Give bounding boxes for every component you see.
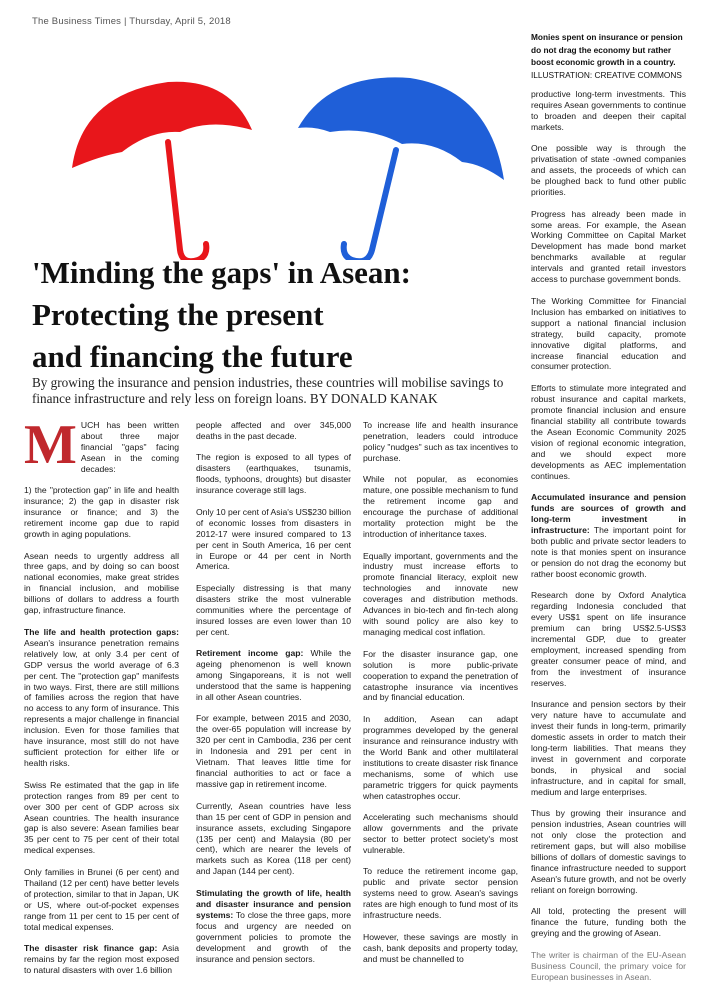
article-column-4 [531,89,686,993]
headline-line-2: Protecting the present [32,297,324,332]
paragraph: Accumulated insurance and pension funds are sources of growth and long-term investment in infrastructure: The important point for both public and private sector leaders to note is that monies spent on insurance or pension do not drag the economy but rather boost economic growth. [531,492,686,579]
paragraph: Accelerating such mechanisms should allow governments and the private sector to better protect society's most vulnerable. [363,812,518,855]
caption-credit: ILLUSTRATION: CREATIVE COMMONS [531,69,682,80]
headline [32,252,512,378]
subhead: Retirement income gap: [196,648,304,659]
photo-caption [531,31,691,81]
paragraph: While not popular, as economies mature, one possible mechanism to fund the retirement income gap and encourage the purchase of additional mortality protection might be the introduction of inheritance taxes. [363,474,518,540]
standfirst: By growing the insurance and pension industries, these countries will mobilise savings to finance infrastructure and rely less on foreign loans. BY DONALD KANAK [32,375,504,406]
article-column-3 [363,420,518,975]
red-umbrella-icon [72,82,252,260]
paragraph: Currently, Asean countries have less than 15 per cent of GDP in pension and insurance assets, excluding Singapore (135 per cent) and Malaysia (80 per cent), which are nearer the levels of markets such as Korea (118 per cent) and Japan (144 per cent). [196,800,351,877]
subhead: Accumulated insurance and pension funds are sources of growth and long-term investment in infrastructure: [531,492,686,535]
article-column-2 [196,420,351,975]
article-column-1 [24,414,179,986]
paragraph: All told, protecting the present will finance the future, funding both the greying and the growing of Asean. [531,906,686,939]
paragraph: Efforts to stimulate more integrated and robust insurance and capital markets, promote financial inclusion and ensure financial stability all contribute towards the Asean Economic Community 2025 vision of regional economic integration, and we should expect more developments as AEC implementation continues. [531,382,686,481]
paragraph: One possible way is through the privatisation of state -owned companies and assets, the proceeds of which can be ploughed back to fund other public priorities. [531,143,686,198]
headline-line-1: 'Minding the gaps' in Asean: [32,255,411,290]
paragraph: 1) the "protection gap" in life and health insurance; 2) the gap in disaster risk insurance or finance; and 3) the retirement income gap due to rapid growth in aging populations. [24,485,179,540]
paragraph: people affected and over 345,000 deaths in the past decade. [196,420,351,441]
paragraph: For the disaster insurance gap, one solution is more public-private cooperation to expand the penetration of catastrophe insurance via incentives and by financial education. [363,648,518,703]
paragraph: Only families in Brunei (6 per cent) and Thailand (12 per cent) have better levels of protection, similar to that in Japan, UK or US, where out-of-pocket expenses range from 11 per cent to 15 per cent of total medical expenses. [24,866,179,932]
paragraph: Retirement income gap: While the ageing phenomenon is well known among Singaporeans, it is not well understood that the same is happening in all other Asean countries. [196,648,351,703]
paragraph: The life and health protection gaps: Asean's insurance penetration remains relatively low, at only 3.4 per cent of GDP versus the world average of 6.3 per cent. The "protection gap" manifests in two ways. First, there are still millions of families across the region that have no access to any form of insurance. This represents a major challenge in financial inclusion. Even for those families that have insurance, most still do not have sufficient protection for either life or health risks. [24,626,179,769]
paragraph: Insurance and pension sectors by their very nature have to accumulate and invest their funds in long-term, primarily domestic assets in order to match their long-term liabilities. That means they invest in government and corporate bonds, in physical and social infrastructure, and in capital for small, medium and large enterprises. [531,699,686,797]
paragraph: The disaster risk finance gap: Asia remains by far the region most exposed to natural disasters with over 1.6 billion [24,943,179,975]
umbrella-illustration [30,60,520,260]
subhead: The disaster risk finance gap: [24,943,158,954]
blue-umbrella-icon [298,77,504,260]
paragraph: Progress has already been made in some areas. For example, the Asean Working Committee on Capital Market Development has made bond market benchmarks available at regular intervals and granted retail investors access to purchase government bonds. [531,208,686,285]
paragraph: MUCH has been written about three major financial "gaps" facing Asean in the coming decades: [24,414,179,476]
paragraph: Only 10 per cent of Asia's US$230 billion of economic losses from disasters in 2012-17 were insured compared to 13 per cent in South America, 16 per cent in Europe or 44 per cent in North America. [196,506,351,572]
paragraph: In addition, Asean can adapt programmes developed by the general insurance and reinsurance industry with the World Bank and other multilateral institutions to create disaster risk finance mechanisms, some of which use parametric triggers for quick payments when catastrophes occur. [363,713,518,801]
paragraph: To increase life and health insurance penetration, leaders could introduce policy "nudges" such as tax incentives to purchase. [363,420,518,463]
caption-text: Monies spent on insurance or pension do not drag the economy but rather boost economic growth in a country. [531,32,683,67]
paragraph: Asean needs to urgently address all three gaps, and by doing so can boost national economies, make great strides in financial inclusion, and mobilise billions of dollars to address a fourth gap, infrastructure finance. [24,550,179,616]
paragraph: Especially distressing is that many disasters strike the most vulnerable communities where the percentage of insured losses are even lower than 10 per cent. [196,582,351,637]
paragraph: However, these savings are mostly in cash, bank deposits and property today, and must be channelled to [363,931,518,964]
paragraph: Equally important, governments and the industry must increase efforts to promote financial literacy, exploit new technologies and innovate new coverages and distribution methods. Advances in bio-tech and fin-tech along with sound policy are also key to managing medical cost inflation. [363,550,518,638]
paragraph: Stimulating the growth of life, health and disaster insurance and pension systems: To close the three gaps, more focus and urgency are needed on government policies to promote the development and growth of the insurance and pension sectors. [196,887,351,964]
paragraph: Research done by Oxford Analytica regarding Indonesia concluded that every US$1 spent on life insurance premium can bring US$2.5-US$3 incremental GDP, due to greater employment, increased spending from greater consumer peace of mind, and from the investment of insurance reserves. [531,590,686,688]
paragraph: Swiss Re estimated that the gap in life protection ranges from 89 per cent to over 300 per cent of GDP across six Asean countries. The health insurance gap is also severe: Asean families bear 35 per cent to 75 per cent of their total medical expenses. [24,779,179,856]
drop-cap: M [24,414,77,476]
author-note: The writer is chairman of the EU-Asean Business Council, the primary voice for European businesses in Asean. [531,949,686,982]
paragraph: productive long-term investments. This requires Asean governments to continue to broaden and deepen their capital markets. [531,89,686,132]
paragraph: The region is exposed to all types of disasters (earthquakes, tsunamis, floods, typhoons, droughts) but disaster insurance coverage still lags. [196,452,351,496]
subhead: Stimulating the growth of life, health and disaster insurance and pension systems: [196,887,351,920]
subhead: The life and health protection gaps: [24,626,179,637]
masthead: The Business Times | Thursday, April 5, 2018 [32,16,231,27]
headline-line-3: and financing the future [32,339,353,374]
paragraph: To reduce the retirement income gap, public and private sector pension systems need to grow. Asean's savings rates are high enough to fund most of its infrastructure needs. [363,866,518,921]
paragraph: For example, between 2015 and 2030, the over-65 population will increase by 320 per cent in Cambodia, 236 per cent in Indonesia and 291 per cent in Vietnam. That leaves little time for financial authorities to act or face a massive gap in retirement income. [196,713,351,790]
paragraph: The Working Committee for Financial Inclusion has embarked on initiatives to support a national financial inclusion strategy, build capacity, promote innovative digital platforms, and increase financial education and consumer protection. [531,295,686,372]
paragraph: Thus by growing their insurance and pension industries, Asean countries will not only close the protection and retirement gaps, but will also mobilise billions of dollars of domestic savings to finance infrastructure needed to support Asean's future growth, and not be overly reliant on foreign borrowing. [531,808,686,895]
